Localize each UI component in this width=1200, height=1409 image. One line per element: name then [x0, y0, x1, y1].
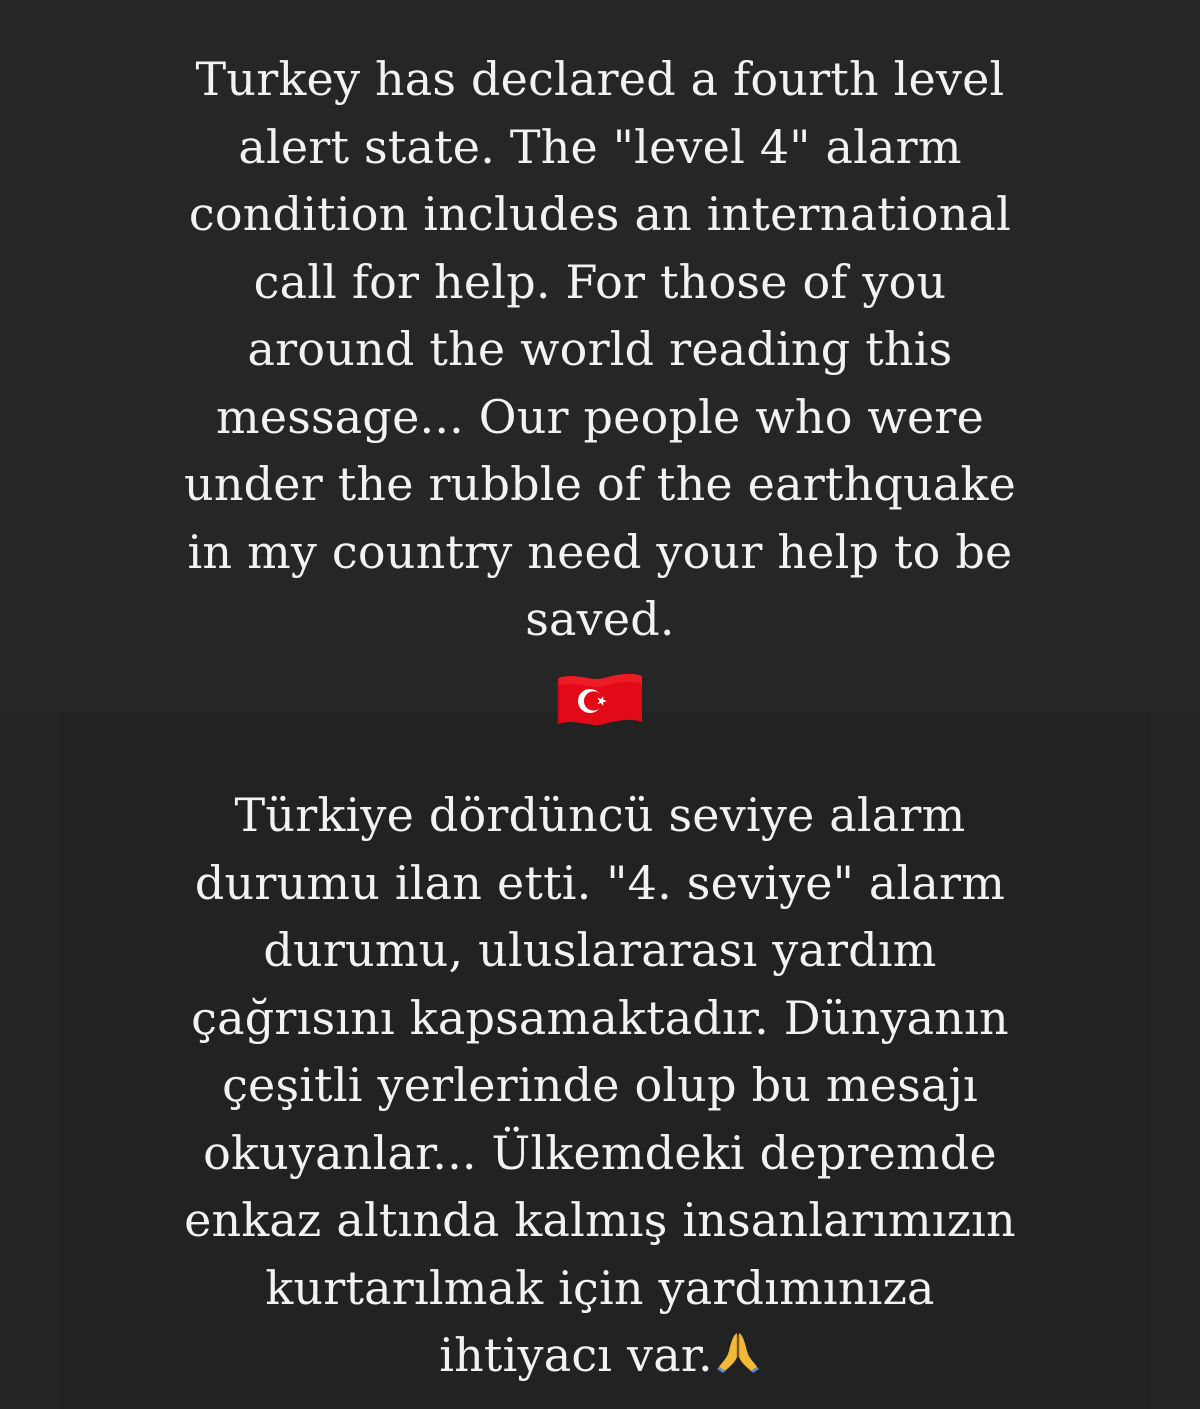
- turkish-line: Türkiye dördüncü seviye alarm: [234, 788, 966, 842]
- turkish-line: kurtarılmak için yardımınıza: [265, 1260, 935, 1315]
- english-line: condition includes an international: [188, 187, 1012, 241]
- english-line: call for help. For those of you: [253, 254, 947, 309]
- english-line: alert state. The "level 4" alarm: [238, 119, 962, 174]
- turkish-line: durumu ilan etti. "4. seviye" alarm: [194, 855, 1006, 910]
- turkish-line: enkaz altında kalmış insanlarımızın: [184, 1193, 1016, 1247]
- praying-hands-icon: [715, 1329, 761, 1375]
- turkish-line: çeşitli yerlerinde olup bu mesajı: [222, 1058, 978, 1112]
- turkish-line: okuyanlar... Ülkemdeki depremde: [203, 1125, 997, 1180]
- english-message: [100, 46, 1100, 654]
- turkish-last-line: [100, 1322, 1100, 1390]
- english-line: Turkey has declared a fourth level: [195, 52, 1005, 106]
- turkish-message: [100, 782, 1100, 1390]
- english-line: in my country need your help to be: [187, 524, 1013, 579]
- english-line: message... Our people who were: [215, 389, 985, 444]
- turkish-line: ihtiyacı var.: [439, 1328, 713, 1382]
- turkish-line: çağrısını kapsamaktadır. Dünyanın: [191, 990, 1009, 1045]
- english-line: saved.: [525, 592, 675, 646]
- english-line: under the rubble of the earthquake: [184, 457, 1016, 511]
- english-line: around the world reading this: [247, 322, 953, 376]
- turkish-line: durumu, uluslararası yardım: [263, 923, 937, 977]
- turkish-flag-icon: [554, 670, 646, 730]
